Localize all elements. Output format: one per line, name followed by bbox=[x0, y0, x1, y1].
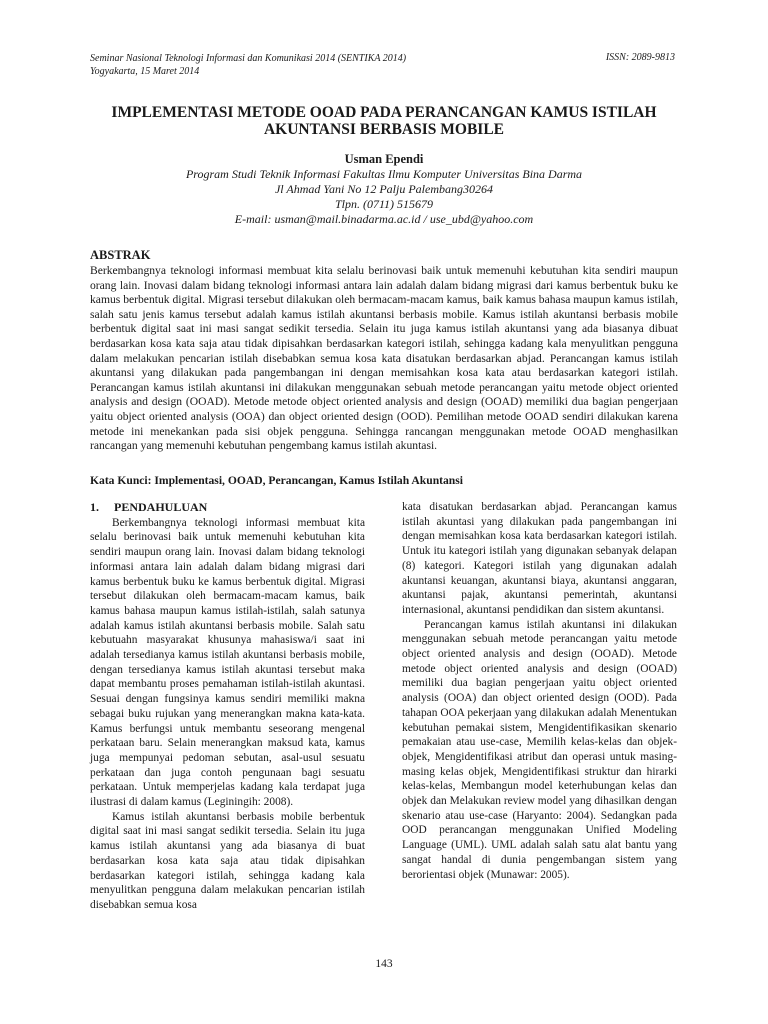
paper-title-line1: IMPLEMENTASI METODE OOAD PADA PERANCANGAN KAMUS ISTILAH bbox=[111, 104, 657, 121]
conference-name: Seminar Nasional Teknologi Informasi dan Komunikasi 2014 (SENTIKA 2014) bbox=[90, 53, 407, 64]
author-block bbox=[90, 152, 678, 227]
abstract-body: Berkembangnya teknologi informasi membuat kita selalu berinovasi baik untuk memenuhi kebutuhan kita sendiri maupun orang lain. Inovasi dalam bidang teknologi informasi antara lain adalah dalam bidang migrasi dari kamus berbentuk buku ke kamus berbentuk digital. Migrasi tersebut dilakukan oleh bermacam-macam kamus, baik kamus bahasa maupun kamus istilah, salah satu jenis kamus tersebut adalah kamus istilah akuntansi berbasis mobile. Kamus istilah akuntansi berbasis mobile berbentuk digital saat ini masi sangat sedikit tersedia. Selain itu juga kamus istilah akuntansi yang ada biasanya dibuat berdasarkan kosa kata saja atau tidak dipisahkan berdasarkan kategori istilah, sehingga kadang kala menyulitkan pengguna dalam melakukan pencarian istilah disebabkan semua kosa kata disatukan berdasarkan abjad. Perancangan kamus istilah akuntansi yang dilakukan pada pangembangan ini dengan memisahkan kosa kata atau berdasarkan kategori istilah. Perancangan kamus istilah akuntansi ini dilakukan menggunakan sebuah metode perancangan yaitu metode object oriented analysis and design (OOAD). Metode metode object oriented analysis and design (OOAD) memiliki dua bagian pengerjaan yaitu object oriented analysis (OOA) dan object oriented design (OOD). Pemilihan metode OOAD sendiri dilakukan karena metode ini menekankan pada sisi objek pengguna. Sehingga rancangan menggunakan metode OOAD menghasilkan rancangan yang memenuhi kebutuhan pengembang kamus istilah akuntasi. bbox=[90, 264, 678, 453]
page-number: 143 bbox=[375, 958, 393, 970]
paper-title-line2: AKUNTANSI BERBASIS MOBILE bbox=[263, 121, 505, 138]
keywords: Kata Kunci: Implementasi, OOAD, Perancangan, Kamus Istilah Akuntansi bbox=[90, 474, 463, 487]
paragraph: Kamus istilah akuntansi berbasis mobile berbentuk digital saat ini masi sangat sedikit tersedia. Selain itu juga kamus istilah akuntansi yang ada biasanya di buat berdasarkan kosa kata saja atau tidak dipisahkan berdasarkan kategori istilah, sehingga kadang kala menyulitkan pengguna dalam melakukan pencarian istilah disebabkan semua kosa bbox=[90, 810, 365, 911]
section-title: PENDAHULUAN bbox=[114, 500, 208, 514]
column-left bbox=[90, 500, 365, 913]
section-heading bbox=[90, 500, 365, 515]
paragraph: Perancangan kamus istilah akuntansi ini dilakukan menggunakan sebuah metode perancangan yaitu metode object oriented analysis and design (OOAD). Metode metode object oriented analysis and design (OOAD) memiliki dua bagian pengerjaan yaitu object oriented analysis (OOA) dan object oriented design (OOD). Pada tahapan OOA pekerjaan yang dilakukan adalah Menentukan kebutuhan pemakai sistem, Mengidentifikasikan skenario pemakaian atau use-case, Memilih kelas-kelas dan objek-objek, Mengidentifikasi atribut dan operasi untuk masing-masing kelas objek, Mengidentifikasi struktur dan hirarki kelas-kelas, Membangun model keterhubungan kelas dan objek dan Melakukan review model yang dihasilkan dengan skenario atau use-case (Haryanto: 2004). Sedangkan pada OOD perancangan menggunakan Unified Modeling Language (UML). UML adalah salah satu alat bantu yang sangat handal di dunia pengembangan sistem yang berorientasi objek (Munawar: 2005). bbox=[402, 618, 677, 881]
author-email: E-mail: usman@mail.binadarma.ac.id / use_ubd@yahoo.com bbox=[234, 212, 534, 226]
author-name: Usman Ependi bbox=[344, 152, 424, 166]
author-phone: Tlpn. (0711) 515679 bbox=[334, 197, 434, 211]
paragraph: Berkembangnya teknologi informasi membuat kita selalu berinovasi baik untuk memenuhi kebutuhan kita sendiri maupun orang lain. Inovasi dalam bidang teknologi informasi antara lain adalah dalam bidang migrasi dari kamus berbentuk buku ke kamus berbentuk digital. Migrasi tersebut dilakukan oleh bermacam-macam kamus, baik kamus bahasa maupun kamus istilah-istilah, salah satunya adalah kamus istilah akuntansi berbasis mobile. Salah satu kebutuahn masyarakat khusunya mahasiswa/i saat ini adalah tersedianya kamus istilah akuntansi berbasis mobile, dengan tersedianya kamus istilah akuntasi tersebut maka dapat membantu proses pemahaman istilah-istilah akuntasi. Sesuai dengan fungsinya kamus sendiri memiliki makna sebagai buku rujukan yang menerangkan makna kata-kata. Kamus berfungsi untuk membantu seseorang mengenal perkataan baru. Selain menerangkan maksud kata, kamus juga mempunyai pedoman sebutan, asal-usul sesuatu perkataan dan juga contoh pengunaan bagi sesuatu perkataan. Untuk memperjelas kadang kala terdapat juga ilustrasi di dalam kamus (Leginingih: 2008). bbox=[90, 516, 365, 809]
paragraph: kata disatukan berdasarkan abjad. Perancangan kamus istilah akuntasi yang dilakukan pada pangembangan ini dengan memisahkan kosa kata berdasarkan kategori istilah. Untuk itu kategori istilah yang digunakan sebanyak delapan (8) kategori. Kategori istilah yang digunakan adalah akuntansi keuangan, akuntansi biaya, akuntansi anggaran, akuntansi pajak, akuntansi pemerintah, akuntansi internasional, akuntansi pendidikan dan sistem akuntansi. bbox=[402, 501, 677, 616]
column-right bbox=[402, 500, 677, 882]
section-number: 1. bbox=[90, 500, 99, 514]
author-affiliation: Program Studi Teknik Informasi Fakultas Ilmu Komputer Universitas Bina Darma bbox=[185, 167, 583, 181]
running-header-issn: ISSN: 2089-9813 bbox=[605, 52, 675, 63]
conference-location-date: Yogyakarta, 15 Maret 2014 bbox=[90, 66, 200, 77]
abstract-heading: ABSTRAK bbox=[90, 248, 151, 262]
running-header-conference bbox=[90, 52, 406, 78]
paper-title bbox=[90, 104, 678, 138]
author-address: Jl Ahmad Yani No 12 Palju Palembang30264 bbox=[274, 182, 493, 196]
